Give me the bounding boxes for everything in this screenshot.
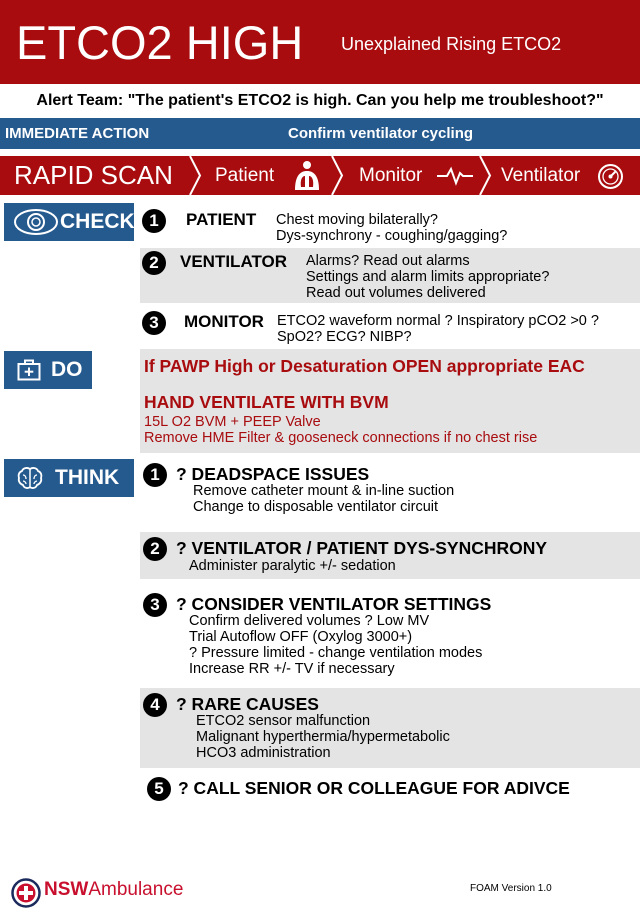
think-title-call-senior: ? CALL SENIOR OR COLLEAGUE FOR ADIVCE [178,778,570,798]
do-hand-ventilate-title: HAND VENTILATE WITH BVM [144,392,389,412]
think-line: Malignant hyperthermia/hypermetabolic [196,729,450,745]
check-line: Chest moving bilaterally? [276,212,438,228]
brain-icon [17,466,43,490]
rapid-scan-ventilator: Ventilator [501,165,581,186]
check-line: Settings and alarm limits appropriate? [306,269,550,285]
check-title-ventilator: VENTILATOR [180,252,288,271]
think-title-vent-settings: ? CONSIDER VENTILATOR SETTINGS [176,594,492,614]
immediate-action-text: Confirm ventilator cycling [288,125,474,142]
check-number-1: 1 [142,209,166,233]
chevron-right-icon [478,156,492,195]
heartbeat-waveform-icon [437,165,473,186]
check-line: Alarms? Read out alarms [306,253,470,269]
first-aid-kit-icon [17,359,41,381]
think-title-rare-causes: ? RARE CAUSES [176,694,319,714]
page-title: ETCO2 HIGH [16,16,304,69]
do-label: DO [51,358,83,381]
think-number-5: 5 [147,777,171,801]
think-line: Change to disposable ventilator circuit [193,499,439,515]
think-line: Confirm delivered volumes ? Low MV [189,613,430,629]
divider-chevron-icon [188,156,202,195]
check-number-2: 2 [142,251,166,275]
check-number-3: 3 [142,311,166,335]
think-line: Remove catheter mount & in-line suction [193,483,455,499]
think-label-box [4,459,134,497]
think-line: ETCO2 sensor malfunction [196,713,371,729]
think-title-dys-synchrony: ? VENTILATOR / PATIENT DYS-SYNCHRONY [176,538,548,558]
do-open-eac-text: If PAWP High or Desaturation OPEN appropriate EAC [144,356,585,376]
do-line: Remove HME Filter & gooseneck connections if no chest rise [144,430,538,446]
eye-icon [12,208,60,236]
patient-lungs-icon [292,160,322,191]
check-line: ETCO2 waveform normal ? Inspiratory pCO2 >0 ? [277,313,599,329]
think-line: Increase RR +/- TV if necessary [189,661,395,677]
check-label-box [4,203,134,241]
logo-ambulance: Ambulance [88,879,184,900]
do-label-box [4,351,92,389]
think-title-deadspace: ? DEADSPACE ISSUES [176,464,370,484]
rapid-scan-monitor: Monitor [359,165,423,186]
rapid-scan-label: RAPID SCAN [14,160,173,190]
rapid-scan-bar [0,156,640,195]
immediate-action-label: IMMEDIATE ACTION [5,125,150,142]
check-line: Dys-synchrony - coughing/gagging? [276,228,508,244]
think-line: HCO3 administration [196,745,331,761]
logo-nsw: NSW [44,879,89,900]
chevron-right-icon [330,156,344,195]
think-line: Trial Autoflow OFF (Oxylog 3000+) [189,629,413,645]
think-line: ? Pressure limited - change ventilation modes [189,645,483,661]
think-number-4: 4 [143,693,167,717]
think-number-2: 2 [143,537,167,561]
check-line: SpO2? ECG? NIBP? [277,329,412,345]
check-title-monitor: MONITOR [184,312,264,331]
check-title-patient: PATIENT [186,210,257,229]
think-number-3: 3 [143,593,167,617]
check-line: Read out volumes delivered [306,285,486,301]
nsw-ambulance-logo-icon [11,878,41,908]
think-number-1: 1 [143,463,167,487]
gauge-icon [597,163,624,190]
page-subtitle: Unexplained Rising ETCO2 [341,34,562,54]
nsw-ambulance-logo-text [44,879,183,901]
version-text: FOAM Version 1.0 [470,883,552,894]
think-line: Administer paralytic +/- sedation [189,558,396,574]
check-label: CHECK [60,210,135,233]
rapid-scan-patient: Patient [215,165,275,186]
alert-team-text: Alert Team: "The patient's ETCO2 is high. Can you help me troubleshoot?" [36,92,604,109]
do-line: 15L O2 BVM + PEEP Valve [144,414,321,430]
think-label: THINK [55,466,120,489]
immediate-action-bar [0,118,640,149]
